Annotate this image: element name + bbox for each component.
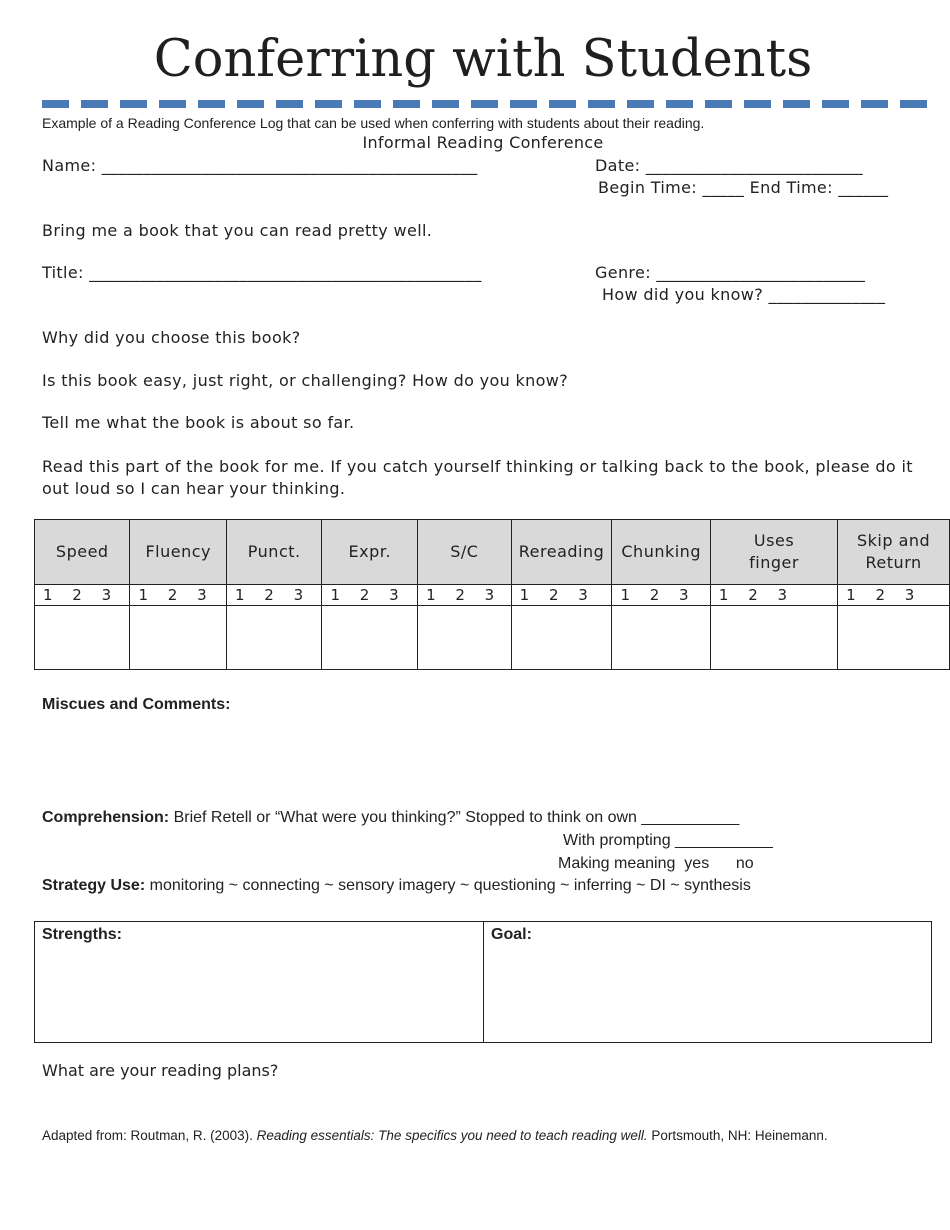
rubric-scale: 1 2 3 xyxy=(710,585,837,606)
how-know-field[interactable]: How did you know? ______________ xyxy=(602,285,886,304)
rubric-entry-cell[interactable] xyxy=(838,606,950,670)
rubric-header-rereading: Rereading xyxy=(511,520,612,585)
rubric-scale: 1 2 3 xyxy=(838,585,950,606)
rubric-scale: 1 2 3 xyxy=(418,585,512,606)
rubric-header-fluency: Fluency xyxy=(130,520,226,585)
rubric-header-skip-return: Skip and Return xyxy=(838,520,950,585)
prompt-reading-plans: What are your reading plans? xyxy=(42,1061,279,1080)
rubric-entry-cell[interactable] xyxy=(322,606,418,670)
prompting-field[interactable]: With prompting ___________ xyxy=(563,832,773,849)
prompt-tell: Tell me what the book is about so far. xyxy=(42,413,355,432)
prompt-read-part: Read this part of the book for me. If you catch yourself thinking or talking back to the book, please do it out loud so I can hear your thinking. xyxy=(42,457,913,498)
goal-label: Goal: xyxy=(491,926,532,943)
rubric-header-chunking: Chunking xyxy=(612,520,710,585)
dashed-divider xyxy=(42,100,937,108)
rubric-scale: 1 2 3 xyxy=(226,585,321,606)
comprehension-line xyxy=(42,809,739,827)
page-title: Conferring with Students xyxy=(153,30,813,89)
rubric-scale: 1 2 3 xyxy=(612,585,710,606)
prompt-bring-book: Bring me a book that you can read pretty well. xyxy=(42,221,433,240)
rubric-header-uses-finger: Uses finger xyxy=(710,520,837,585)
rubric-entry-cell[interactable] xyxy=(35,606,130,670)
rubric-entry-cell[interactable] xyxy=(418,606,512,670)
rubric-header-sc: S/C xyxy=(418,520,512,585)
rubric-entry-cell[interactable] xyxy=(130,606,226,670)
rubric-entry-cell[interactable] xyxy=(612,606,710,670)
rubric-header-punct: Punct. xyxy=(226,520,321,585)
title-field[interactable]: Title: _______________________________________________ xyxy=(42,263,482,282)
prompt-easy: Is this book easy, just right, or challenging? How do you know? xyxy=(42,371,569,390)
name-field[interactable]: Name: _____________________________________________ xyxy=(42,156,478,175)
citation xyxy=(42,1128,828,1143)
strengths-box[interactable] xyxy=(35,922,484,1043)
genre-field[interactable]: Genre: _________________________ xyxy=(595,263,866,282)
miscues-label: Miscues and Comments: xyxy=(42,696,231,713)
rubric-entry-cell[interactable] xyxy=(511,606,612,670)
strategy-label: Strategy Use: xyxy=(42,877,146,894)
citation-suffix: Portsmouth, NH: Heinemann. xyxy=(647,1128,828,1143)
goal-box[interactable] xyxy=(484,922,932,1043)
intro-text: Example of a Reading Conference Log that can be used when conferring with students about their reading. xyxy=(42,115,705,131)
rubric-entry-cell[interactable] xyxy=(226,606,321,670)
date-field[interactable]: Date: __________________________ xyxy=(595,156,863,175)
comprehension-text: Brief Retell or “What were you thinking?” Stopped to think on own ___________ xyxy=(173,809,740,826)
citation-prefix: Adapted from: Routman, R. (2003). xyxy=(42,1128,257,1143)
making-meaning-field[interactable]: Making meaning yes no xyxy=(558,855,754,872)
rubric-scale: 1 2 3 xyxy=(322,585,418,606)
time-fields[interactable]: Begin Time: _____ End Time: ______ xyxy=(598,178,889,197)
rubric-scale: 1 2 3 xyxy=(511,585,612,606)
rubric-scale: 1 2 3 xyxy=(130,585,226,606)
rubric-entry-cell[interactable] xyxy=(710,606,837,670)
strengths-label: Strengths: xyxy=(42,926,122,943)
strengths-goal-table xyxy=(34,921,932,1043)
strategy-options: monitoring ~ connecting ~ sensory imagery ~ questioning ~ inferring ~ DI ~ synthesis xyxy=(149,877,751,894)
comprehension-label: Comprehension: xyxy=(42,809,170,826)
rubric-header-speed: Speed xyxy=(35,520,130,585)
rubric-scale: 1 2 3 xyxy=(35,585,130,606)
strategy-line xyxy=(42,877,751,895)
form-subtitle: Informal Reading Conference xyxy=(362,133,604,152)
prompt-why: Why did you choose this book? xyxy=(42,328,301,347)
rubric-header-expr: Expr. xyxy=(322,520,418,585)
citation-title: Reading essentials: The specifics you need to teach reading well. xyxy=(256,1128,648,1143)
reading-rubric-table xyxy=(34,519,950,670)
